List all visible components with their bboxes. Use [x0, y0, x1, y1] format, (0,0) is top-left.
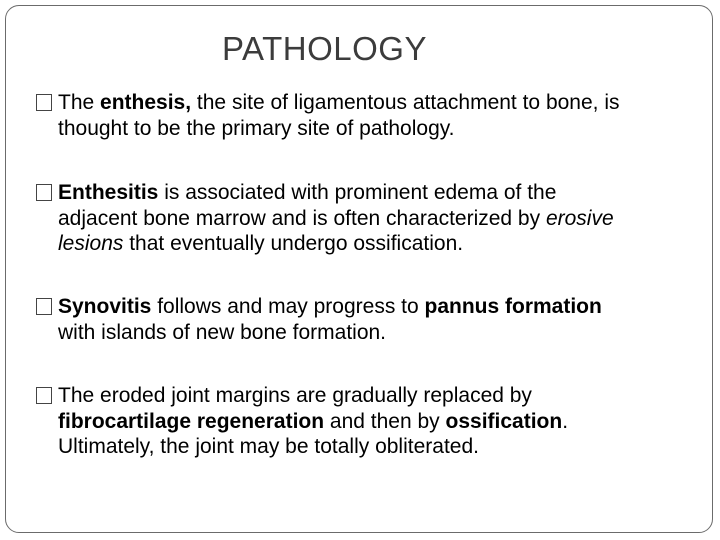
- bullet-text: The enthesis, the site of ligamentous attachment to bone, is thought to be the primary site of pathology.: [58, 91, 620, 140]
- bullet-item-enthesis: [36, 90, 620, 141]
- bullet-box-icon: [36, 387, 52, 404]
- bullet-text: The eroded joint margins are gradually replaced by fibrocartilage regeneration and then by ossification. Ultimately, the joint may be totally obliterated.: [58, 384, 569, 458]
- bullet-item-synovitis: [36, 294, 602, 345]
- bullet-text: Synovitis follows and may progress to pannus formation with islands of new bone formation.: [58, 295, 602, 344]
- bullet-item-eroded-margins: [36, 383, 568, 460]
- bullet-box-icon: [36, 184, 52, 201]
- bullet-box-icon: [36, 94, 52, 111]
- bullet-box-icon: [36, 298, 52, 315]
- slide-frame: [5, 5, 713, 533]
- slide-title: PATHOLOGY: [222, 30, 427, 67]
- bullet-text: Enthesitis is associated with prominent edema of the adjacent bone marrow and is often characterized by erosive lesions that eventually undergo ossification.: [58, 181, 614, 255]
- bullet-item-enthesitis: [36, 180, 614, 257]
